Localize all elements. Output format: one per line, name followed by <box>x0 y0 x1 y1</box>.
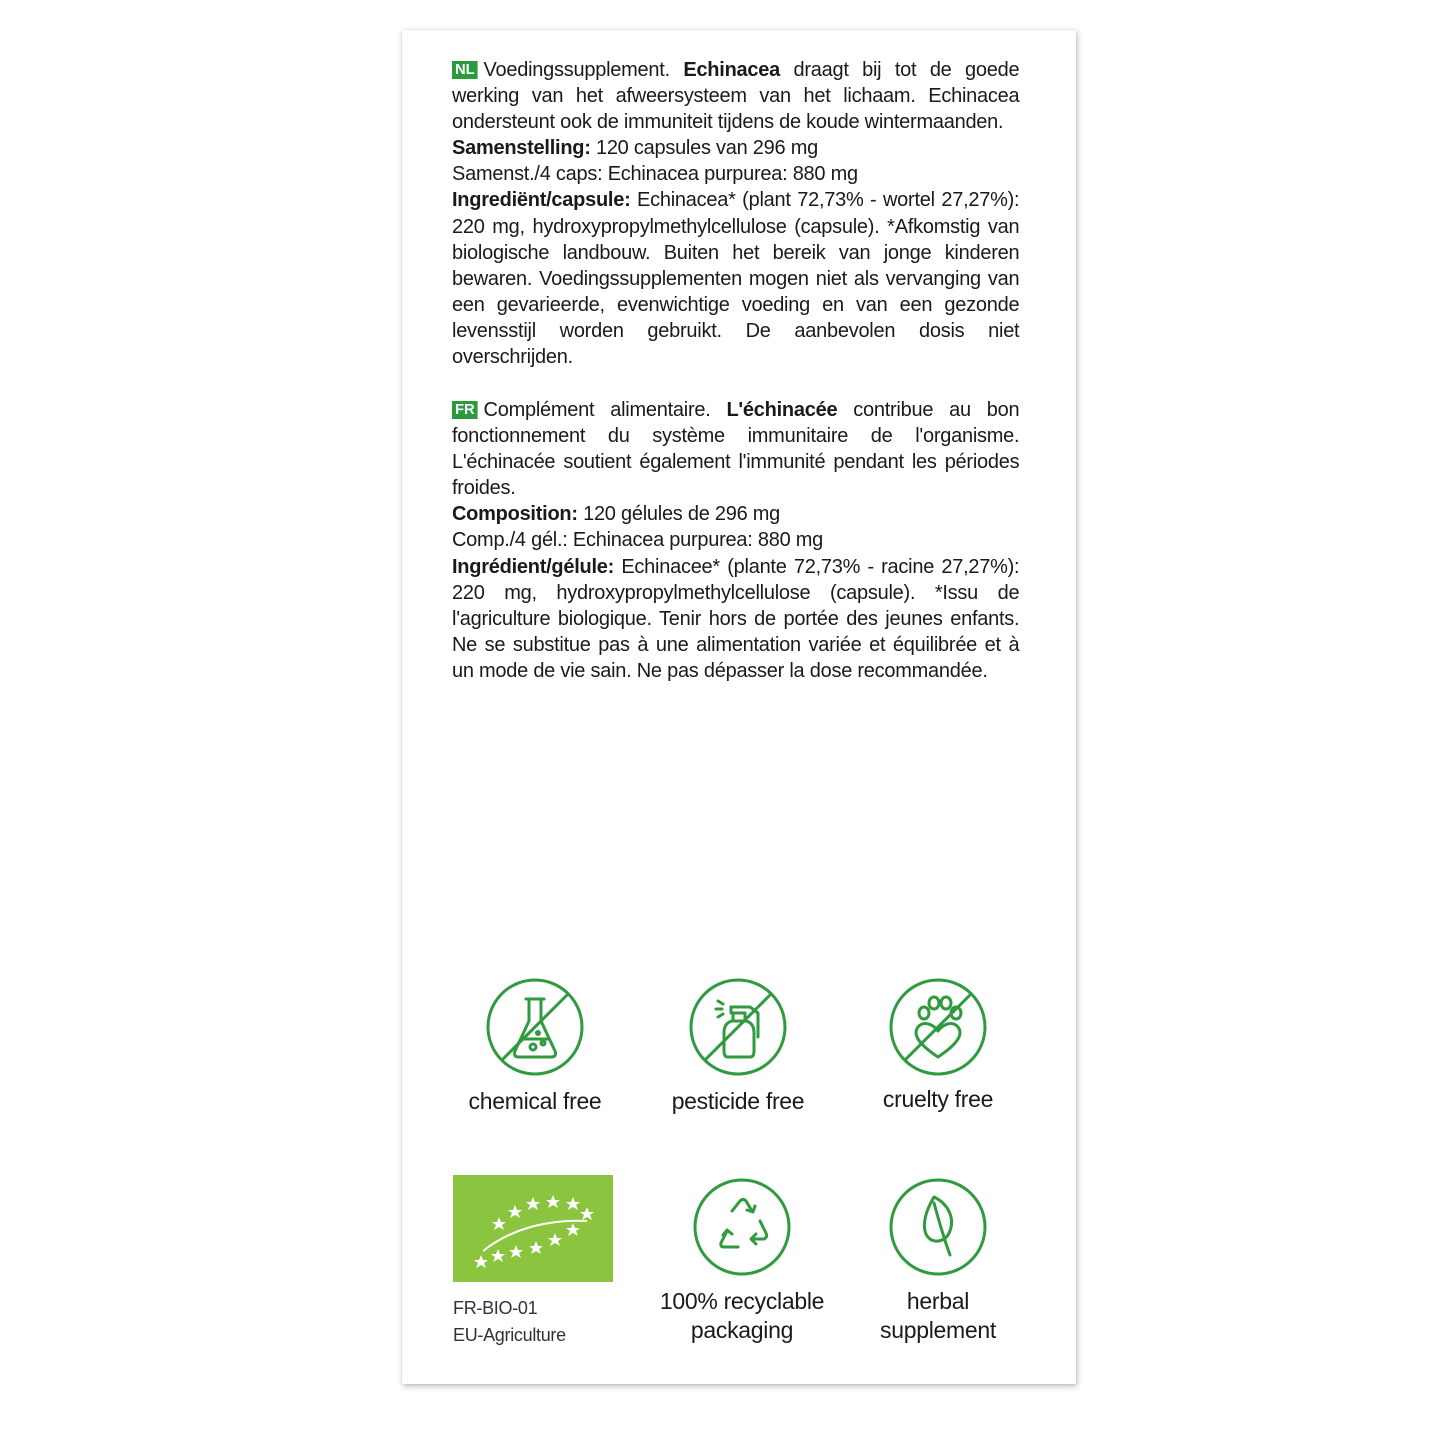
chemical-free-icon <box>485 977 585 1077</box>
pesticide-free-label: pesticide free <box>671 1088 805 1114</box>
french-text-block <box>452 397 1019 684</box>
eu-organic-leaf-logo <box>453 1175 613 1282</box>
herbal-label-line2: supplement <box>880 1317 996 1343</box>
cruelty-free-icon <box>888 977 988 1077</box>
herbal-supplement-label <box>838 1287 1038 1345</box>
pesticide-free-icon <box>688 977 788 1077</box>
chemical-free-label: chemical free <box>468 1088 602 1114</box>
fr-ingredient-label: Ingrédient/gélule: <box>452 555 615 578</box>
recyclable-label-line1: 100% recyclable <box>659 1288 825 1314</box>
nl-composition-value: 120 capsules van 296 mg <box>590 137 818 160</box>
fr-claim: contribue au bon fonctionnement du système immunitaire de l'organisme. L'échinacée soutient également l'immunité pendant les périodes froides. <box>452 399 1020 500</box>
nl-per-dose: Samenst./4 caps: Echinacea purpurea: 880 mg <box>452 163 858 186</box>
nl-ingredient-label: Ingrediënt/capsule: <box>452 189 631 212</box>
language-badge-fr: FR <box>452 401 478 419</box>
fr-per-dose: Comp./4 gél.: Echinacea purpurea: 880 mg <box>452 529 824 552</box>
language-badge-nl: NL <box>452 61 478 79</box>
recycle-icon <box>692 1177 792 1277</box>
leaf-icon <box>888 1177 988 1277</box>
fr-composition-value: 120 gélules de 296 mg <box>577 503 781 526</box>
herbal-label-line1: herbal <box>906 1288 970 1314</box>
fr-product-name: L'échinacée <box>726 399 838 421</box>
eu-leaf-stars <box>474 1195 594 1268</box>
dutch-text-block <box>452 57 1019 370</box>
nl-product-name: Echinacea <box>683 59 780 81</box>
eu-organic-code: FR-BIO-01 <box>453 1298 538 1318</box>
fr-composition-label: Composition: <box>452 503 578 526</box>
eu-organic-certification <box>453 1295 566 1349</box>
fr-ingredient-value: Echinacee* (plante 72,73% - racine 27,27%): 220 mg, hydroxypropylmethylcellulose (capsule). *Issu de l'agriculture biologique. Tenir hors de portée des jeunes enfants. Ne se substitue pas à une alimentation variée et équilibrée et à un mode de vie sain. Ne pas dépasser la dose recommandée. <box>452 555 1020 682</box>
nl-composition-label: Samenstelling: <box>452 137 591 160</box>
recyclable-label-line2: packaging <box>690 1317 794 1343</box>
nl-ingredient-value: Echinacea* (plant 72,73% - wortel 27,27%): 220 mg, hydroxypropylmethylcellulose (capsule). *Afkomstig van biologische landbouw. Buiten het bereik van jonge kinderen bewaren. Voedingssupplementen mogen niet als vervanging van een gevarieerde, evenwichtige voeding en van een gezonde levensstijl worden gebruikt. De aanbevolen dosis niet overschrijden. <box>452 189 1020 369</box>
nl-intro: Voedingssupplement. <box>483 59 684 81</box>
eu-organic-origin: EU-Agriculture <box>453 1325 566 1345</box>
fr-intro: Complément alimentaire. <box>483 399 727 421</box>
recyclable-label <box>642 1287 842 1345</box>
cruelty-free-label: cruelty free <box>882 1086 994 1112</box>
nl-claim: draagt bij tot de goede werking van het afweersysteem van het lichaam. Echinacea ondersteunt ook de immuniteit tijdens de koude wintermaanden. <box>452 59 1020 134</box>
